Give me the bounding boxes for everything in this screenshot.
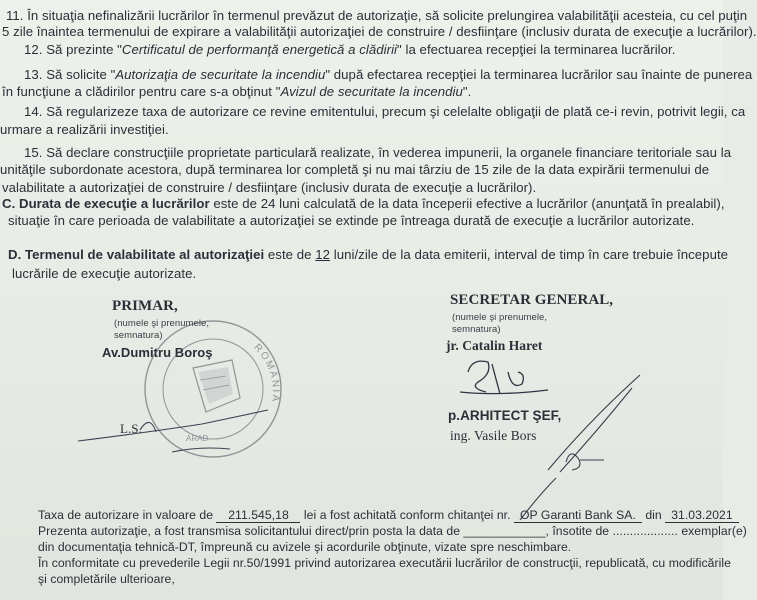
law-line-1: În conformitate cu prevederile Legii nr.50/1991 privind autorizarea executării lucrărilor de construcţii, republicată, cu modificările [38,556,731,570]
tax-receipt: OP Garanti Bank SA. [514,508,642,523]
law-line-2: şi completările ulterioare, [38,572,175,586]
transmission-copies-blank: ................... [612,524,678,538]
secretary-name: jr. Catalin Haret [446,338,543,353]
clause-15-line-2: unităţile subordonate acestora, după terminarea lor completă şi nu mai târziu de 15 zile de la data expirării termenului de [0,162,710,177]
transmission-annex-label: , însotite de [545,524,610,538]
mayor-note-1: (numele şi prenumele, [114,318,210,329]
section-d-label: D. Termenul de valabilitate al autorizaţiei [8,247,265,262]
mayor-name: Av.Dumitru Boroş [102,345,213,360]
secretary-signature [460,361,548,394]
clause-13-suffix: " după efectarea recepţiei la terminarea lucrărilor sau înainte de punerea [325,67,753,82]
tax-date: 31.03.2021 [665,508,739,523]
architect-title: p.ARHITECT ŞEF, [448,408,562,423]
section-c-label: C. Durata de execuţie a lucrărilor [2,196,210,211]
architect-signature [520,375,640,520]
tax-receipt-label: lei a fost achitată conform chitanţei nr. [303,508,511,522]
clause-14-line-2: urmare a realizării investiţiei. [0,122,169,137]
clause-13-document: Autorizaţia de securitate la incendiu [115,67,326,82]
clause-13-prefix: 13. Să solicite " [24,67,116,82]
technical-doc-line: din documentaţia tehnică-DT, împreună cu avizele şi acordurile obţinute, vizate spre neschimbare. [38,540,572,554]
clause-15-line-3: valabilitate a autorizaţiei de construire / desfiinţare (inclusiv durata de execuţie a lucrărilor). [2,180,537,195]
ls-mark: L.S. [120,421,142,436]
transmission-date-blank: ____________ [463,524,546,538]
clause-11-line-1: 11. În situaţia nefinalizării lucrărilor în termenul prevăzut de autorizaţie, să solicite prelungirea valabilităţii acesteia, cu cel puţin [6,8,748,23]
clause-13-line-2-prefix: în funcţiune a clădirilor pentru care s-a obţinut " [2,84,281,99]
secretary-note-2: semnatura) [452,324,501,335]
clause-14-line-1: 14. Să regularizeze taxa de autorizare ce revine emitentului, precum şi celelalte obligaţii de plată ce-i revin, potrivit legii, ca [24,104,746,119]
official-stamp [145,321,282,457]
section-d-pre: este de [264,247,316,262]
section-d-post: luni/zile de la data emiterii, interval de timp în care trebuie începute [330,247,729,262]
clause-12-prefix: 12. Să prezinte " [24,42,122,57]
mayor-note-2: semnatura) [114,330,163,341]
transmission-line [38,524,747,538]
tax-line [38,508,739,523]
clause-12-document: Certificatul de performanţă energetică a clădirii [121,42,398,57]
clause-13-line-2-suffix: ". [462,84,472,99]
section-d-months: 12 [315,247,331,262]
mayor-title: PRIMAR, [112,298,178,314]
clause-11-line-2: 5 zile înaintea termenului de expirare a valabilităţii autorizaţiei de construire / desfiinţare (inclusiv durata de execuţie a lucrărilor). [2,24,757,39]
clause-15-line-1: 15. Să declare construcţiile proprietate particulară realizate, în vederea impunerii, la organele financiare teritoriale sau la [24,145,732,160]
clause-13-line-2-document: Avizul de securitate la incendiu [280,84,463,99]
svg-text:ROMÂNIA [251,342,281,404]
secretary-title: SECRETAR GENERAL, [450,292,614,308]
stamp-inner-text: ARAD [186,434,209,443]
clause-12-suffix: " la efectuarea recepţiei la terminarea lucrărilor. [397,42,676,57]
transmission-copies-label: exemplar(e) [681,524,747,538]
section-c-text: este de 24 luni calculată de la data începerii efective a lucrărilor (anunţată în prealabil), [209,196,725,211]
transmission-label: Prezenta autorizaţie, a fost transmisa solicitantului direct/prin posta la data de [38,524,461,538]
stamp-outer-text: ROMÂNIA [251,341,282,404]
tax-din-label: din [645,508,662,522]
secretary-note-1: (numele şi prenumele, [452,312,548,323]
section-d-line-2: lucrările de execuţie autorizate. [12,266,197,281]
tax-amount: 211.545,18 [216,508,300,523]
section-c-line-2: situaţie în care perioada de valabilitate a autorizaţiei se extinde pe întreaga durată de execuţie a lucrărilor autorizate. [8,213,695,228]
architect-name: ing. Vasile Bors [450,428,537,443]
tax-label: Taxa de autorizare in valoare de [38,508,214,522]
